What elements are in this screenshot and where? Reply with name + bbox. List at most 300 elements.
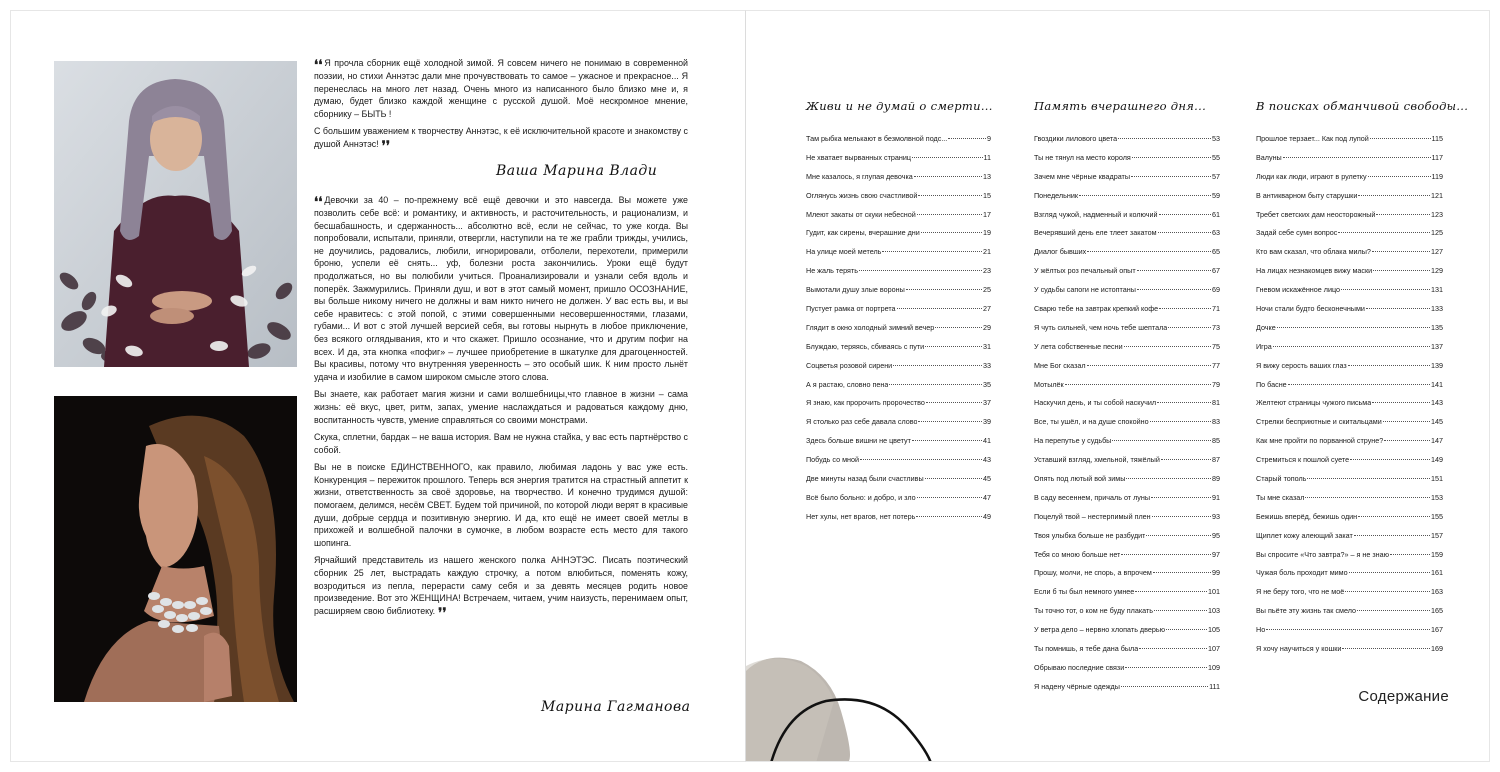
toc-entry[interactable] (1034, 360, 1220, 379)
toc-entry[interactable] (1034, 171, 1220, 190)
toc-leader-dots (1161, 459, 1211, 460)
toc-entry[interactable] (806, 397, 991, 416)
quote1-paragraph-1: ❛❛ Я прочла сборник ещё холодной зимой. Я совсем ничего не понимаю в современной поэзии, но стихи Аннэтэс дали мне прочувствовать то самое – ужасное и прекрасное... Я перенеслась на много лет назад. Очень много из написанного было близко мне и, я думаю, будет близко каждой женщине с русской душой. Моё нескромное мнение, сборнику – БЫТЬ ! (314, 58, 688, 119)
quote-marina-vladi (314, 57, 688, 156)
toc-entry-title: Я надену чёрные одежды (1034, 681, 1120, 691)
toc-entry-page-number: 25 (983, 285, 991, 295)
toc-leader-dots (1358, 516, 1430, 517)
toc-leader-dots (1126, 478, 1211, 479)
toc-entry-title: Гвоздики лилового цвета (1034, 134, 1118, 143)
toc-leader-dots (912, 440, 982, 441)
toc-entry-title: Мне казалось, я глупая девочка (806, 171, 913, 181)
quote-open-icon: ❛❛ (314, 195, 323, 210)
toc-entry-page-number: 79 (1212, 379, 1220, 389)
toc-entry[interactable] (1034, 246, 1220, 265)
toc-entry[interactable] (1034, 284, 1220, 303)
toc-entry-page-number: 141 (1431, 379, 1443, 389)
toc-entry-page-number: 39 (983, 417, 991, 427)
toc-entry-title: Стрелки бесприютные и скитальцами (1256, 417, 1382, 427)
toc-entry-page-number: 11 (983, 152, 991, 162)
toc-leader-dots (1273, 346, 1430, 347)
toc-entry-page-number: 69 (1212, 285, 1220, 295)
toc-entry-title: Зачем мне чёрные квадраты (1034, 171, 1131, 181)
toc-entry-title: По басне (1256, 379, 1287, 389)
toc-entry[interactable] (1256, 624, 1443, 643)
quote-close-icon: ❜❜ (438, 605, 447, 621)
toc-entry-title: У жёлтых роз печальный опыт (1034, 266, 1136, 276)
toc-entry-title: Я не беру того, что не моё (1256, 587, 1345, 597)
toc-leader-dots (1121, 554, 1211, 555)
toc-entry[interactable] (806, 171, 991, 190)
toc-entry[interactable] (1256, 473, 1443, 492)
toc-entry-page-number: 43 (983, 455, 991, 465)
toc-entry-title: Требет светских дам неосторожный (1256, 209, 1376, 219)
toc-entry[interactable] (1256, 152, 1443, 171)
toc-entry[interactable] (806, 303, 991, 322)
quote1-paragraph-2: С большим уважением к творчеству Аннэтэс, к её исключительной красоте и знакомству с душой Аннэтэс! ❜❜ (314, 126, 688, 154)
toc-leader-dots (925, 346, 982, 347)
toc-entry-page-number: 13 (983, 171, 991, 181)
toc-entry-title: Валуны (1256, 152, 1282, 162)
toc-entry-title: Вы пьёте эту жизнь так смело (1256, 606, 1357, 616)
toc-entry[interactable] (1034, 605, 1220, 624)
toc-entry-page-number: 157 (1431, 530, 1443, 540)
signature-marina-vladi: Ваша Марина Влади (496, 163, 658, 179)
toc-leader-dots (1121, 686, 1208, 687)
toc-leader-dots (1338, 232, 1430, 233)
toc-entry-page-number: 33 (983, 360, 991, 370)
toc-leader-dots (1152, 516, 1211, 517)
toc-entry-page-number: 37 (983, 398, 991, 408)
toc-entry[interactable] (1034, 473, 1220, 492)
toc-entry-page-number: 61 (1212, 209, 1220, 219)
toc-entry-page-number: 133 (1431, 304, 1443, 314)
toc-entry-title: Взгляд чужой, надменный и колючий (1034, 209, 1158, 219)
toc-entry[interactable] (1256, 190, 1443, 209)
toc-leader-dots (916, 516, 982, 517)
toc-entry-title: Блуждаю, теряясь, сбиваясь с пути (806, 341, 925, 351)
toc-section-3 (1256, 99, 1469, 662)
toc-entry-title: Вечерявший день еле тлеет закатом (1034, 228, 1157, 238)
toc-entry[interactable] (806, 284, 991, 303)
toc-entry-page-number: 59 (1212, 190, 1220, 200)
toc-entry-page-number: 47 (983, 492, 991, 502)
toc-entry[interactable] (1034, 511, 1220, 530)
toc-entry-page-number: 87 (1212, 455, 1220, 465)
toc-entry-page-number: 93 (1212, 511, 1220, 521)
toc-entry-title: А я растаю, словно пена (806, 379, 889, 389)
toc-entry[interactable] (806, 190, 991, 209)
toc-leader-dots (1372, 251, 1430, 252)
toc-entry[interactable] (1034, 435, 1220, 454)
toc-entry-title: Соцветья розовой сирени (806, 360, 893, 370)
toc-entry-page-number: 83 (1212, 417, 1220, 427)
toc-entry[interactable] (1034, 681, 1220, 700)
quote2-paragraph-2: Вы знаете, как работает магия жизни и сами волшебницы,что главное в жизни – сама жизнь: её вкус, цвет, ритм, запах, умение наслаждаться и радоваться каждому дню, воспитанность чувств, умение справляться со своими монстрами. (314, 389, 688, 425)
toc-entry-title: У судьбы сапоги не истоптаны (1034, 285, 1136, 295)
contents-title: Содержание (1358, 688, 1449, 705)
toc-section-2 (1034, 99, 1220, 700)
toc-entry[interactable] (1256, 605, 1443, 624)
toc-entry[interactable] (1034, 492, 1220, 511)
toc-leader-dots (914, 176, 982, 177)
toc-entry[interactable] (1256, 549, 1443, 568)
toc-entry-title: Не хватает вырванных страниц (806, 152, 912, 162)
toc-entry-title: Наскучил день, и ты собой наскучил (1034, 398, 1157, 408)
toc-entry-title: Нет хулы, нет врагов, нет потерь (806, 511, 916, 521)
toc-entry[interactable] (1034, 416, 1220, 435)
toc-entry[interactable] (1256, 322, 1443, 341)
toc-entry[interactable] (806, 435, 991, 454)
toc-entry[interactable] (1256, 303, 1443, 322)
toc-entry-title: На перепутье у судьбы (1034, 436, 1112, 446)
toc-leader-dots (1159, 308, 1211, 309)
toc-entry[interactable] (1034, 549, 1220, 568)
toc-leader-dots (1366, 308, 1430, 309)
toc-list (1256, 133, 1443, 662)
toc-leader-dots (1373, 270, 1430, 271)
toc-entry[interactable] (1034, 530, 1220, 549)
toc-entry-title: Игра (1256, 341, 1272, 351)
toc-entry[interactable] (806, 379, 991, 398)
toc-entry-title: Я чуть сильней, чем ночь тебе шептала (1034, 322, 1168, 332)
toc-entry-page-number: 71 (1212, 304, 1220, 314)
toc-entry-page-number: 135 (1431, 322, 1443, 332)
toc-entry[interactable] (1256, 530, 1443, 549)
toc-entry-title: Вымотали душу злые вороны (806, 285, 905, 295)
toc-entry-title: Побудь со мной (806, 455, 860, 465)
toc-entry-title: Бежишь вперёд, бежишь один (1256, 511, 1358, 521)
toc-entry[interactable] (1256, 227, 1443, 246)
toc-entry[interactable] (806, 454, 991, 473)
toc-leader-dots (893, 365, 982, 366)
toc-entry[interactable] (1256, 416, 1443, 435)
toc-entry-page-number: 99 (1212, 568, 1220, 578)
toc-entry-title: Уставший взгляд, хмельной, тяжёлый (1034, 455, 1160, 465)
toc-entry-title: В саду весеннем, причаль от луны (1034, 492, 1150, 502)
toc-entry-title: Стремиться к пошлой суете (1256, 455, 1350, 465)
toc-entry[interactable] (1034, 379, 1220, 398)
toc-entry[interactable] (1256, 209, 1443, 228)
toc-entry-page-number: 15 (983, 190, 991, 200)
toc-leader-dots (921, 232, 982, 233)
toc-leader-dots (1087, 365, 1211, 366)
toc-entry-page-number: 77 (1212, 360, 1220, 370)
toc-entry-title: Поцелуй твой – нестерпимый плен (1034, 511, 1151, 521)
signature-marina-gagmanova: Марина Гагманова (541, 699, 691, 715)
toc-entry[interactable] (1034, 624, 1220, 643)
toc-entry-title: На лицах незнакомцев вижу маски (1256, 266, 1373, 276)
toc-entry[interactable] (1034, 303, 1220, 322)
toc-entry-page-number: 65 (1212, 247, 1220, 257)
toc-entry-title: Гудит, как сирены, вчерашние дни (806, 228, 920, 238)
toc-entry-page-number: 55 (1212, 152, 1220, 162)
toc-entry[interactable] (1256, 341, 1443, 360)
toc-entry-title: Мне Бог сказал (1034, 360, 1086, 370)
toc-entry-page-number: 81 (1212, 398, 1220, 408)
toc-entry[interactable] (806, 209, 991, 228)
toc-entry[interactable] (1256, 492, 1443, 511)
toc-entry-title: Твоя улыбка больше не разбудит (1034, 530, 1146, 540)
toc-entry-title: Я вижу серость ваших глаз (1256, 360, 1347, 370)
toc-leader-dots (1168, 327, 1211, 328)
toc-leader-dots (1087, 251, 1211, 252)
toc-entry[interactable] (806, 133, 991, 152)
toc-entry[interactable] (806, 360, 991, 379)
toc-entry[interactable] (1256, 246, 1443, 265)
toc-entry[interactable] (1256, 397, 1443, 416)
toc-leader-dots (1153, 572, 1211, 573)
toc-section-heading: Память вчерашнего дня... (1034, 99, 1207, 113)
toc-leader-dots (1112, 440, 1211, 441)
toc-entry-page-number: 89 (1212, 474, 1220, 484)
toc-entry-title: Все, ты ушёл, и на душе спокойно (1034, 417, 1149, 427)
toc-entry[interactable] (806, 416, 991, 435)
toc-entry[interactable] (806, 341, 991, 360)
toc-entry-page-number: 23 (983, 266, 991, 276)
toc-entry-page-number: 75 (1212, 341, 1220, 351)
toc-entry[interactable] (1034, 454, 1220, 473)
toc-entry-title: Вы спросите «Что завтра?» – я не знаю (1256, 549, 1389, 559)
toc-leader-dots (935, 327, 982, 328)
toc-entry-page-number: 115 (1431, 134, 1443, 143)
toc-entry-page-number: 73 (1212, 322, 1220, 332)
toc-list (806, 133, 991, 530)
toc-leader-dots (1341, 289, 1430, 290)
toc-leader-dots (1376, 214, 1430, 215)
toc-entry-page-number: 85 (1212, 436, 1220, 446)
toc-entry-title: Там рыбка мелькают в безмолвной подс... (806, 134, 948, 143)
toc-entry-title: Если б ты был немного умнее (1034, 587, 1135, 597)
toc-entry[interactable] (1034, 643, 1220, 662)
toc-entry-page-number: 101 (1208, 587, 1220, 597)
toc-entry[interactable] (1256, 284, 1443, 303)
quote2-paragraph-5: Ярчайший представитель из нашего женского полка АННЭТЭС. Писать поэтический сборник 25 лет, выстрадать каждую строчку, а потом влюбиться, поменять кожу, возродиться из пепла, перерасти саму себя и за девять месяцев родить новое произведение. Вот это ЖЕНЩИНА! Встречаем, читаем, учим наизусть, перенимаем опыт, расширяем свою библиотеку. ❜❜ (314, 555, 688, 621)
toc-entry-page-number: 167 (1431, 625, 1443, 635)
toc-entry[interactable] (1034, 662, 1220, 681)
toc-entry[interactable] (1256, 454, 1443, 473)
toc-entry[interactable] (806, 492, 991, 511)
toc-leader-dots (889, 384, 982, 385)
toc-leader-dots (1342, 648, 1430, 649)
toc-entry[interactable] (1256, 511, 1443, 530)
toc-entry-title: Две минуты назад были счастливы (806, 474, 924, 484)
toc-entry-title: Здесь больше вишни не цветут (806, 436, 911, 446)
toc-entry[interactable] (1256, 133, 1443, 152)
toc-leader-dots (1137, 270, 1211, 271)
toc-entry-page-number: 111 (1209, 681, 1220, 691)
toc-entry-title: Дочке (1256, 322, 1276, 332)
toc-entry-page-number: 9 (987, 134, 991, 143)
toc-entry-title: Задай себе сумн вопрос (1256, 228, 1338, 238)
toc-entry[interactable] (806, 246, 991, 265)
toc-entry-title: Мотылёк (1034, 379, 1064, 389)
toc-entry-title: Пустует рамка от портрета (806, 304, 896, 314)
toc-entry-page-number: 31 (983, 341, 991, 351)
toc-entry-page-number: 17 (983, 209, 991, 219)
toc-leader-dots (1118, 138, 1211, 139)
toc-entry-page-number: 129 (1431, 266, 1443, 276)
toc-entry-title: Не жаль терять (806, 266, 858, 276)
toc-section-1 (806, 99, 991, 530)
toc-leader-dots (1065, 384, 1211, 385)
toc-entry-page-number: 57 (1212, 171, 1220, 181)
toc-entry[interactable] (1034, 341, 1220, 360)
toc-leader-dots (917, 497, 982, 498)
toc-entry-page-number: 169 (1431, 644, 1443, 654)
toc-leader-dots (1157, 402, 1211, 403)
toc-entry[interactable] (1034, 322, 1220, 341)
toc-entry-title: Люди как люди, играют в рулетку (1256, 171, 1367, 181)
toc-entry[interactable] (1256, 379, 1443, 398)
toc-leader-dots (859, 270, 982, 271)
toc-entry[interactable] (1034, 209, 1220, 228)
portrait-photo (54, 396, 297, 702)
toc-entry-page-number: 117 (1431, 152, 1443, 162)
toc-entry-page-number: 163 (1431, 587, 1443, 597)
toc-leader-dots (1079, 195, 1211, 196)
toc-entry[interactable] (1256, 435, 1443, 454)
toc-entry-title: У ветра дело – нервно хлопать дверью (1034, 625, 1165, 635)
toc-entry[interactable] (806, 511, 991, 530)
toc-entry-title: Млеют закаты от скуки небесной (806, 209, 916, 219)
toc-entry[interactable] (806, 322, 991, 341)
quote-open-icon: ❛❛ (314, 58, 323, 73)
toc-leader-dots (1383, 421, 1430, 422)
toc-entry-title: Гневом искажённое лицо (1256, 285, 1341, 295)
toc-entry[interactable] (1034, 152, 1220, 171)
toc-entry[interactable] (1256, 265, 1443, 284)
toc-leader-dots (1154, 610, 1207, 611)
toc-leader-dots (1131, 176, 1211, 177)
toc-entry[interactable] (1034, 227, 1220, 246)
toc-entry[interactable] (1034, 133, 1220, 152)
toc-leader-dots (1350, 459, 1430, 460)
toc-leader-dots (1132, 157, 1211, 158)
toc-leader-dots (1125, 667, 1207, 668)
toc-entry-title: Понедельник (1034, 190, 1078, 200)
toc-leader-dots (1348, 365, 1430, 366)
toc-entry[interactable] (806, 265, 991, 284)
toc-entry-page-number: 151 (1431, 474, 1443, 484)
toc-entry[interactable] (806, 152, 991, 171)
toc-leader-dots (925, 478, 982, 479)
toc-entry[interactable] (1034, 265, 1220, 284)
toc-entry-page-number: 19 (983, 228, 991, 238)
toc-section-heading: Живи и не думай о смерти... (806, 99, 993, 113)
left-page (10, 10, 745, 762)
toc-entry[interactable] (1256, 567, 1443, 586)
toc-entry[interactable] (1256, 586, 1443, 605)
toc-entry-title: В антикварном быту старушки (1256, 190, 1358, 200)
toc-entry-page-number: 103 (1208, 606, 1220, 616)
toc-leader-dots (1372, 402, 1430, 403)
toc-leader-dots (1277, 327, 1430, 328)
toc-leader-dots (917, 214, 982, 215)
toc-leader-dots (1368, 176, 1431, 177)
toc-entry-page-number: 121 (1431, 190, 1443, 200)
toc-entry-page-number: 127 (1431, 247, 1443, 257)
toc-entry[interactable] (1034, 397, 1220, 416)
toc-entry-title: Обрываю последние связи (1034, 662, 1125, 672)
toc-entry-title: Щиплет кожу алеющий закат (1256, 530, 1353, 540)
toc-leader-dots (1354, 535, 1430, 536)
toc-entry-page-number: 153 (1431, 492, 1443, 502)
quote2-paragraph-4: Вы не в поиске ЕДИНСТВЕННОГО, как правило, любимая ладонь у вас уже есть. Конкуренция – пережиток прошлого. Теперь вся энергия тратится на страстный аппетит к жизни, ответственность за своё здоровье, на творчество. И конечно трудимся душой: помогаем, делимся, несём СВЕТ. Будем той причиной, по которой люди верят в красивые души, добрые сердца и позитивную энергию. И да, кто ещё не имеет своей метлы в прихожей и волшебной палочки в сумочке, в любом возрасте есть место для такого шопинга. (314, 462, 688, 548)
toc-entry[interactable] (806, 227, 991, 246)
toc-entry-page-number: 21 (983, 247, 991, 257)
toc-entry-title: Чужая боль проходит мимо (1256, 568, 1348, 578)
quote-marina-gagmanova (314, 194, 688, 623)
quote2-paragraph-3: Скука, сплетни, бардак – не ваша история. Вам не нужна стайка, у вас есть партнёрство с собой. (314, 432, 688, 455)
toc-leader-dots (1384, 440, 1430, 441)
toc-leader-dots (1137, 289, 1211, 290)
toc-leader-dots (860, 459, 982, 460)
toc-leader-dots (1150, 421, 1211, 422)
toc-section-heading: В поисках обманчивой свободы... (1256, 99, 1469, 113)
toc-entry[interactable] (1256, 643, 1443, 662)
toc-entry-page-number: 63 (1212, 228, 1220, 238)
toc-entry-title: Ты помнишь, я тебе дана была (1034, 644, 1139, 654)
toc-entry[interactable] (806, 473, 991, 492)
toc-entry-title: Я столько раз себе давала слово (806, 417, 918, 427)
toc-entry-title: Ты мне сказал (1256, 492, 1305, 502)
toc-entry-title: Желтеют страницы чужого письма (1256, 398, 1372, 408)
toc-entry-page-number: 143 (1431, 398, 1443, 408)
toc-entry-page-number: 165 (1431, 606, 1443, 616)
toc-leader-dots (1146, 535, 1211, 536)
toc-entry-title: У лета собственные песни (1034, 341, 1123, 351)
toc-entry-title: Всё было больно: и добро, и зло (806, 492, 916, 502)
toc-entry[interactable] (1256, 171, 1443, 190)
toc-entry-page-number: 155 (1431, 511, 1443, 521)
toc-entry-title: Оглянусь жизнь свою счастливой (806, 190, 918, 200)
toc-entry-title: Ты точно тот, о ком не буду плакать (1034, 606, 1154, 616)
toc-entry-page-number: 41 (983, 436, 991, 446)
toc-leader-dots (897, 308, 982, 309)
toc-entry-title: На улице моей метель (806, 247, 882, 257)
toc-entry-title: Ты не тянул на место короля (1034, 152, 1131, 162)
toc-leader-dots (1139, 648, 1207, 649)
toc-leader-dots (1124, 346, 1211, 347)
toc-entry-page-number: 125 (1431, 228, 1443, 238)
toc-entry[interactable] (1034, 567, 1220, 586)
toc-entry-page-number: 67 (1212, 266, 1220, 276)
toc-entry[interactable] (1256, 360, 1443, 379)
toc-leader-dots (1390, 554, 1430, 555)
toc-entry-page-number: 137 (1431, 341, 1443, 351)
toc-entry-page-number: 131 (1431, 285, 1443, 295)
toc-entry-title: Прошу, молчи, не спорь, а впрочем (1034, 568, 1152, 578)
toc-entry[interactable] (1034, 586, 1220, 605)
toc-leader-dots (1370, 138, 1431, 139)
right-page (745, 10, 1490, 762)
toc-leader-dots (912, 157, 983, 158)
toc-leader-dots (948, 138, 986, 139)
toc-entry-page-number: 53 (1212, 134, 1220, 143)
toc-entry-page-number: 161 (1431, 568, 1443, 578)
toc-entry-page-number: 105 (1208, 625, 1220, 635)
toc-entry-page-number: 139 (1431, 360, 1443, 370)
toc-leader-dots (918, 421, 982, 422)
toc-entry[interactable] (1034, 190, 1220, 209)
toc-entry-page-number: 49 (983, 511, 991, 521)
toc-leader-dots (1358, 195, 1430, 196)
toc-leader-dots (1159, 214, 1211, 215)
toc-leader-dots (906, 289, 982, 290)
toc-leader-dots (1151, 497, 1211, 498)
toc-entry-title: Прошлое терзает... Как под лупой (1256, 134, 1369, 143)
